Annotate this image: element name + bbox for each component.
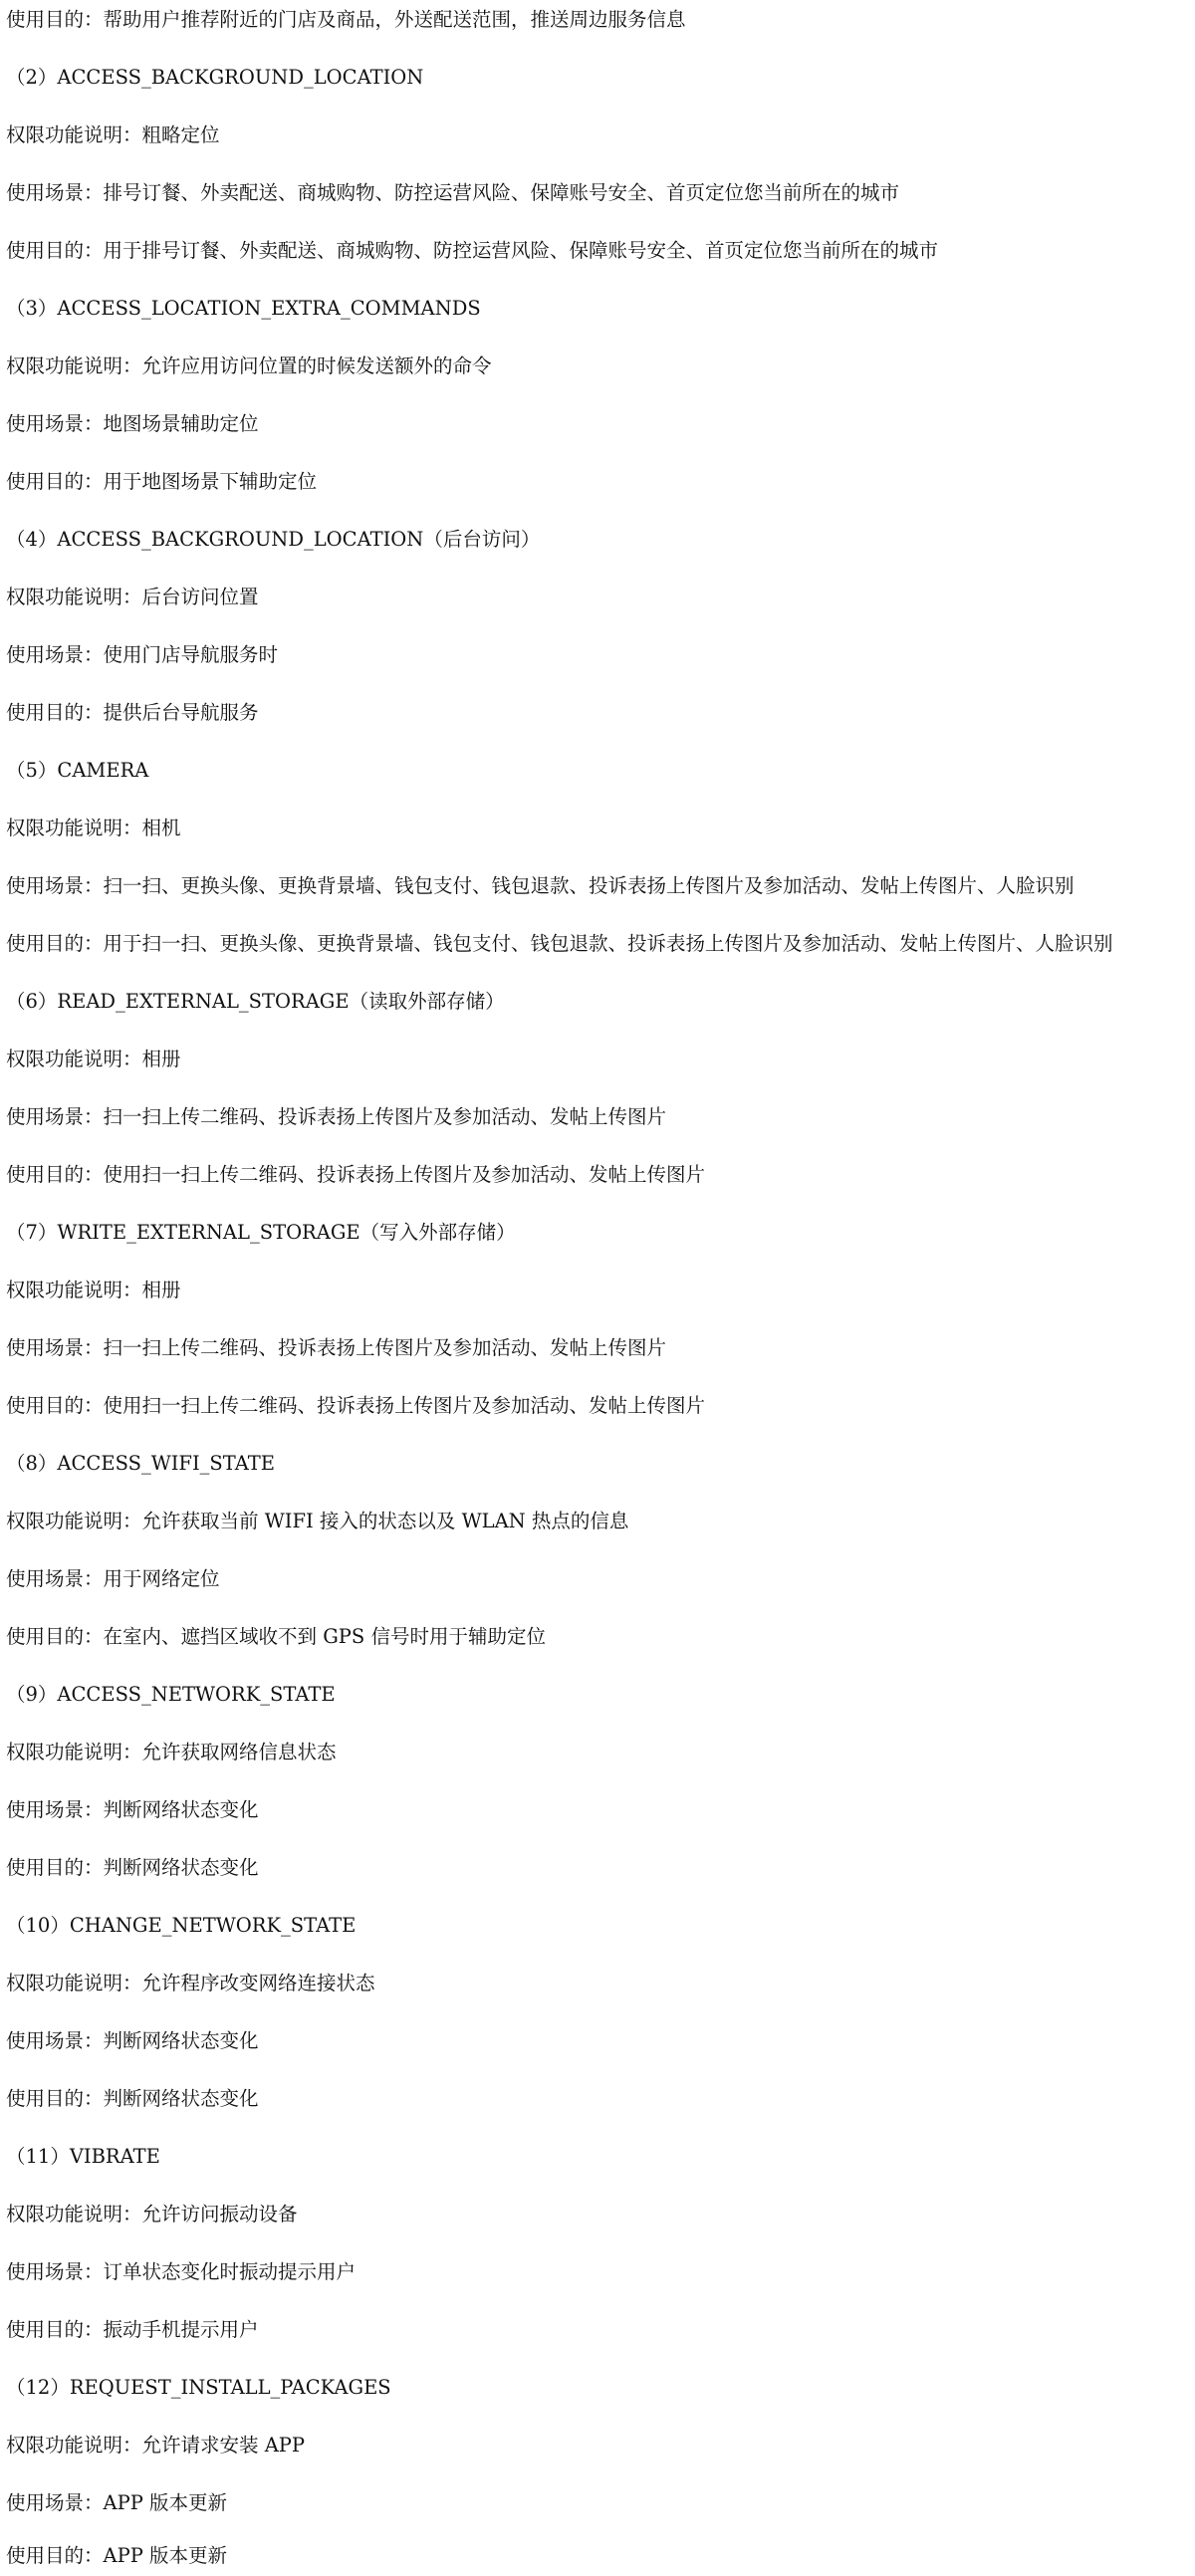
usage-purpose-line: 使用目的：用于扫一扫、更换头像、更换背景墙、钱包支付、钱包退款、投诉表扬上传图片及参加活动、发帖上传图片、人脸识别 xyxy=(6,932,1113,955)
permission-description-line: 权限功能说明：相册 xyxy=(6,1279,181,1301)
permission-heading: （4）ACCESS_BACKGROUND_LOCATION（后台访问） xyxy=(6,528,541,551)
usage-scenario-line: 使用场景：扫一扫上传二维码、投诉表扬上传图片及参加活动、发帖上传图片 xyxy=(6,1105,667,1128)
usage-purpose-line: 使用目的：使用扫一扫上传二维码、投诉表扬上传图片及参加活动、发帖上传图片 xyxy=(6,1163,706,1186)
usage-scenario-line: 使用场景：订单状态变化时振动提示用户 xyxy=(6,2260,357,2283)
permission-description-line: 权限功能说明：相册 xyxy=(6,1048,181,1070)
permission-heading: （9）ACCESS_NETWORK_STATE xyxy=(6,1683,336,1706)
usage-scenario-line: 使用场景：排号订餐、外卖配送、商城购物、防控运营风险、保障账号安全、首页定位您当前所在的城市 xyxy=(6,181,900,204)
usage-purpose-line: 使用目的：振动手机提示用户 xyxy=(6,2318,259,2341)
permission-description-line: 权限功能说明：后台访问位置 xyxy=(6,585,259,608)
usage-purpose-line: 使用目的：提供后台导航服务 xyxy=(6,701,259,724)
permission-description-line: 权限功能说明：相机 xyxy=(6,817,181,839)
permission-heading: （10）CHANGE_NETWORK_STATE xyxy=(6,1914,357,1937)
permission-heading: （7）WRITE_EXTERNAL_STORAGE（写入外部存储） xyxy=(6,1221,516,1244)
usage-purpose-line: 使用目的：判断网络状态变化 xyxy=(6,2087,259,2110)
permission-description-line: 权限功能说明：允许获取网络信息状态 xyxy=(6,1741,337,1763)
usage-scenario-line: 使用场景：APP 版本更新 xyxy=(6,2491,228,2514)
permission-heading: （8）ACCESS_WIFI_STATE xyxy=(6,1452,275,1475)
permission-description-line: 权限功能说明：允许程序改变网络连接状态 xyxy=(6,1972,375,1994)
permission-description-line: 权限功能说明：粗略定位 xyxy=(6,123,220,146)
usage-scenario-line: 使用场景：判断网络状态变化 xyxy=(6,2029,259,2052)
usage-scenario-line: 使用场景：判断网络状态变化 xyxy=(6,1798,259,1821)
usage-purpose-line: 使用目的：用于地图场景下辅助定位 xyxy=(6,470,318,493)
permission-heading: （3）ACCESS_LOCATION_EXTRA_COMMANDS xyxy=(6,297,481,320)
permission-heading: （5）CAMERA xyxy=(6,759,149,782)
permission-heading: （6）READ_EXTERNAL_STORAGE（读取外部存储） xyxy=(6,990,505,1013)
permission-heading: （12）REQUEST_INSTALL_PACKAGES xyxy=(6,2376,391,2399)
usage-scenario-line: 使用场景：扫一扫上传二维码、投诉表扬上传图片及参加活动、发帖上传图片 xyxy=(6,1336,667,1359)
usage-scenario-line: 使用场景：扫一扫、更换头像、更换背景墙、钱包支付、钱包退款、投诉表扬上传图片及参加活动、发帖上传图片、人脸识别 xyxy=(6,874,1075,897)
usage-purpose-line: 使用目的：用于排号订餐、外卖配送、商城购物、防控运营风险、保障账号安全、首页定位您当前所在的城市 xyxy=(6,239,939,262)
permission-heading: （2）ACCESS_BACKGROUND_LOCATION xyxy=(6,66,424,89)
permission-description-line: 权限功能说明：允许获取当前 WIFI 接入的状态以及 WLAN 热点的信息 xyxy=(6,1510,629,1532)
permission-description-line: 权限功能说明：允许请求安装 APP xyxy=(6,2434,306,2457)
permission-description-line: 权限功能说明：允许应用访问位置的时候发送额外的命令 xyxy=(6,354,492,377)
usage-scenario-line: 使用场景：使用门店导航服务时 xyxy=(6,643,279,666)
usage-purpose-line: 使用目的：在室内、遮挡区域收不到 GPS 信号时用于辅助定位 xyxy=(6,1625,546,1648)
permission-heading: （11）VIBRATE xyxy=(6,2145,160,2168)
permission-description-line: 权限功能说明：允许访问振动设备 xyxy=(6,2203,298,2225)
usage-purpose-line: 使用目的：APP 版本更新 xyxy=(6,2544,228,2567)
usage-purpose-line: 使用目的：帮助用户推荐附近的门店及商品，外送配送范围，推送周边服务信息 xyxy=(6,8,686,31)
usage-purpose-line: 使用目的：使用扫一扫上传二维码、投诉表扬上传图片及参加活动、发帖上传图片 xyxy=(6,1394,706,1417)
usage-purpose-line: 使用目的：判断网络状态变化 xyxy=(6,1856,259,1879)
usage-scenario-line: 使用场景：地图场景辅助定位 xyxy=(6,412,259,435)
usage-scenario-line: 使用场景：用于网络定位 xyxy=(6,1567,220,1590)
